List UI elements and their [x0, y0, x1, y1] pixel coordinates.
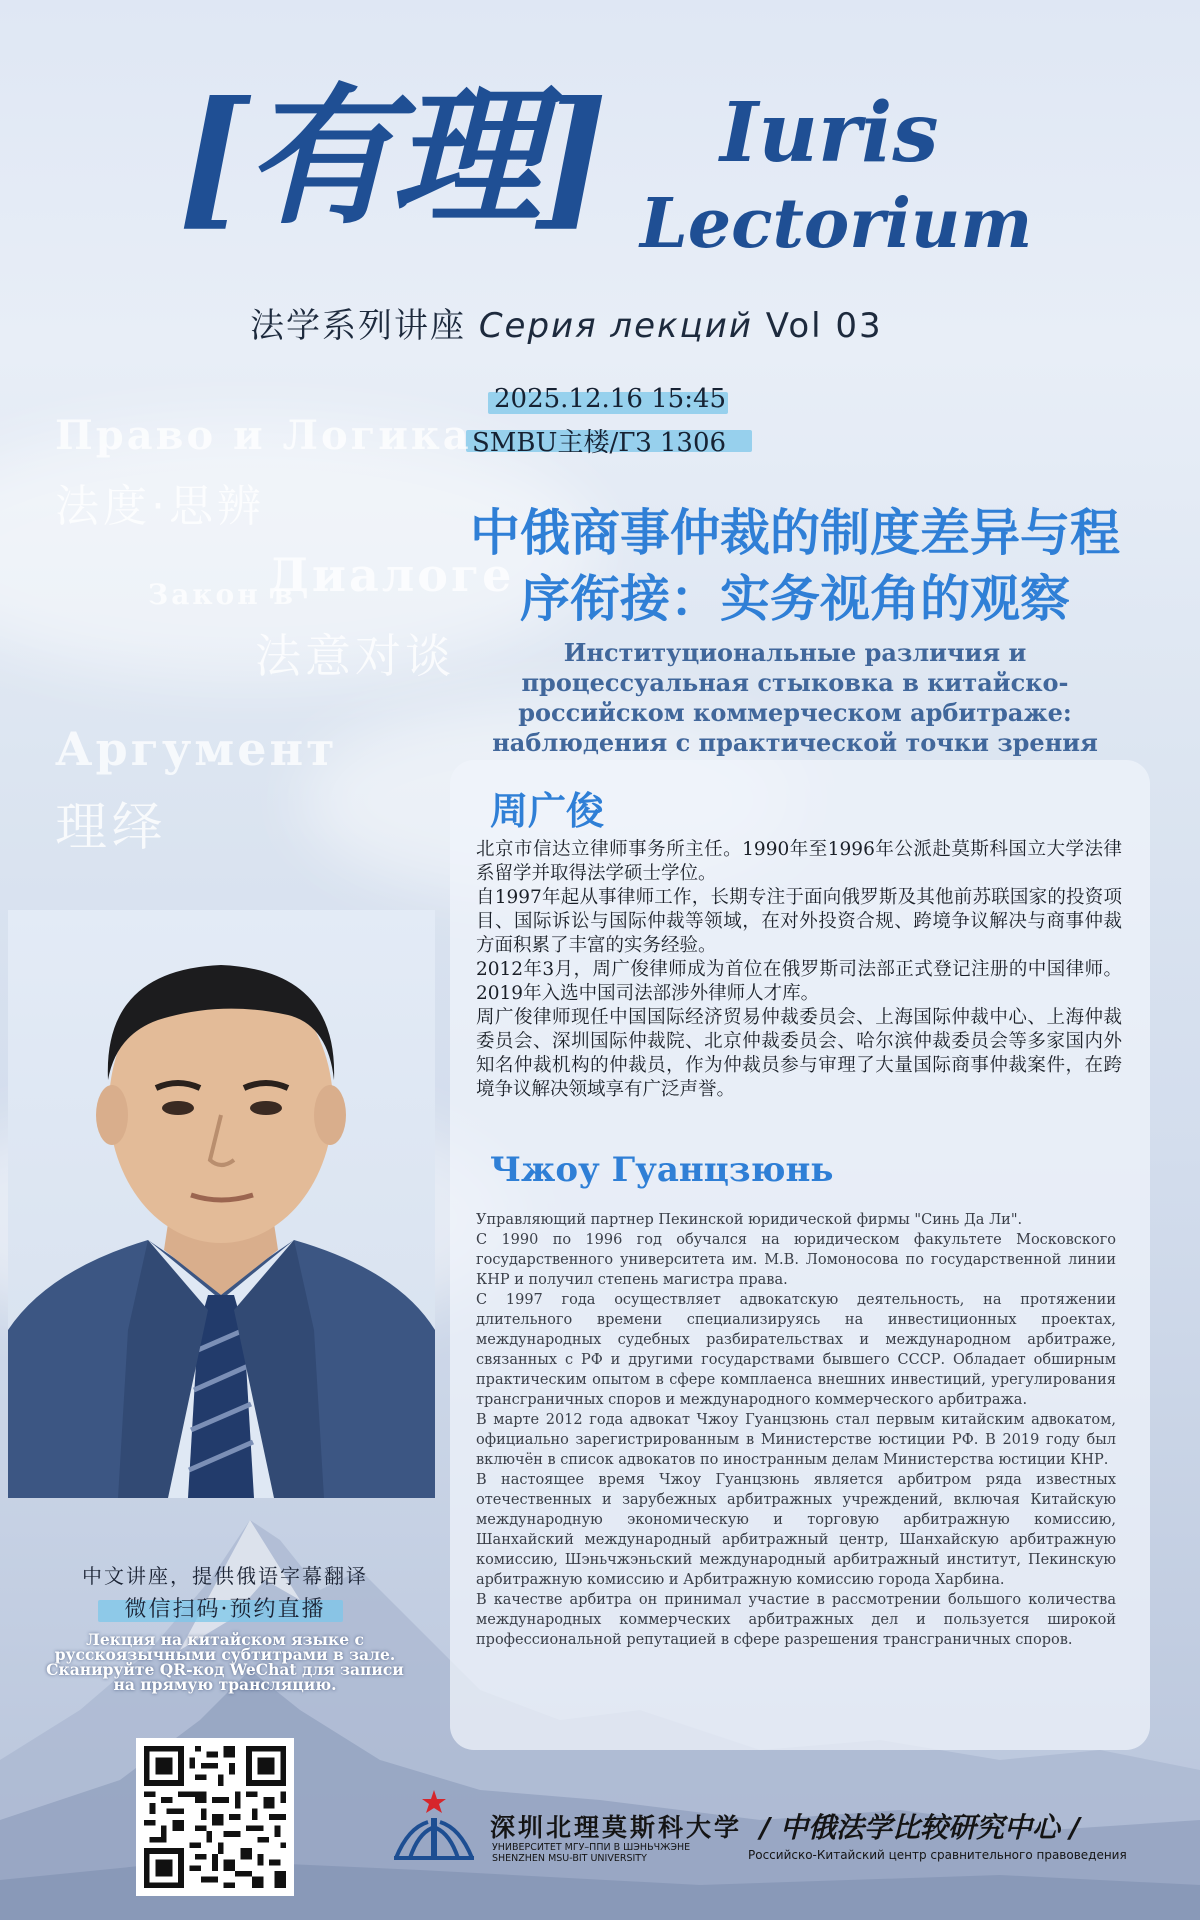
series-ru: Серия лекций	[478, 306, 753, 346]
bio-ru-paragraph: В марте 2012 года адвокат Чжоу Гуанцзюнь стал первым китайским адвокатом, официально зарегистрированным в Министерстве юстиции РФ. В 2019 году был включён в список адвокатов по иностранным делам Министерства юстиции КНР.	[476, 1412, 1116, 1468]
title-latin-line2: Lectorium	[640, 184, 1033, 264]
bio-cn-paragraph: 2012年3月，周广俊律师成为首位在俄罗斯司法部正式登记注册的中国律师。2019年入选中国司法部涉外律师人才库。	[476, 959, 1122, 1004]
bio-ru-paragraph: С 1997 года осуществляет адвокатскую деятельность, на протяжении длительного времени специализируясь на инвестиционных проектах, международных судебных разбирательствах и международном арбитраже, связанных с РФ и другими государствами бывшего СССР. Обладает обширным практическим опытом в сфере комплаенса внешних инвестиций, урегулирования трансграничных споров и международного коммерческого арбитража.	[476, 1292, 1116, 1408]
event-datetime: 2025.12.16 15:45	[494, 384, 727, 414]
title-chinese: [有理]	[178, 69, 604, 245]
note-chinese-lecture: 中文讲座，提供俄语字幕翻译	[82, 1564, 368, 1588]
bio-cn-paragraph: 北京市信达立律师事务所主任。1990年至1996年公派赴莫斯科国立大学法律系留学并取得法学硕士学位。	[476, 839, 1122, 884]
series-subtitle	[250, 298, 883, 347]
watermark-cn-3: 理绎	[55, 798, 168, 858]
portrait-figure	[8, 910, 435, 1498]
watermark-cn-1: 法度·思辨	[55, 481, 265, 532]
bio-ru-paragraph: Управляющий партнер Пекинской юридической фирмы "Синь Да Ли".	[476, 1212, 1023, 1228]
bio-ru-paragraph: В настоящее время Чжоу Гуанцзюнь является арбитром ряда известных отечественных и зарубежных арбитражных учреждений, включая Китайскую международную экономическую и торговую арбитражную комиссию, Шанхайский международный арбитражный центр, Шанхайскую арбитражную комиссию, Шэньчжэньский международный арбитражный институт, Пекинскую арбитражную комиссию и Арбитражную комиссию города Харбина.	[476, 1472, 1116, 1588]
university-logo-icon	[388, 1788, 480, 1864]
event-location: SMBU主楼/ГЗ 1306	[472, 428, 727, 458]
wechat-qr-code[interactable]	[136, 1738, 294, 1896]
bio-cn-paragraph: 自1997年起从事律师工作，长期专注于面向俄罗斯及其他前苏联国家的投资项目、国际诉讼与国际仲裁等领域，在对外投资合规、跨境争议解决与商事仲裁方面积累了丰富的实务经验。	[476, 887, 1122, 956]
note-wechat-scan: 微信扫码·预约直播	[124, 1597, 326, 1622]
note-russian: Лекция на китайском языке с русскоязычными субтитрами в зале. Сканируйте QR-код WeChat для записи на прямую трансляцию.	[46, 1630, 404, 1694]
watermark-ru-3: Аргумент	[55, 722, 338, 776]
research-center-cn: / 中俄法学比较研究中心 /	[760, 1811, 1080, 1844]
speaker-portrait	[8, 910, 435, 1498]
watermark-ru-1: Право и Логика	[55, 412, 472, 459]
speaker-bio-cn	[476, 838, 1122, 1102]
speaker-bio-ru	[476, 1210, 1116, 1650]
watermark-cn-2: 法意对谈	[255, 629, 455, 683]
talk-title-ru: Институциональные различия и процессуальная стыковка в китайско-российском коммерческом арбитраже: наблюдения с практической точки зрения	[492, 638, 1098, 757]
series-cn: 法学系列讲座	[250, 306, 466, 346]
university-name-cn: 深圳北理莫斯科大学	[490, 1813, 743, 1842]
bio-cn-paragraph: 周广俊律师现任中国国际经济贸易仲裁委员会、上海国际仲裁中心、上海仲裁委员会、深圳国际仲裁院、北京仲裁委员会、哈尔滨仲裁委员会等多家国内外知名仲裁机构的仲裁员，作为仲裁员参与审理了大量国际商事仲裁案件，在跨境争议解决领域享有广泛声誉。	[476, 1007, 1122, 1100]
research-center-ru: Российско-Китайский центр сравнительного правоведения	[748, 1848, 1127, 1862]
title-latin-line1: Iuris	[720, 85, 939, 181]
university-name-en: SHENZHEN MSU-BIT UNIVERSITY	[492, 1853, 647, 1864]
bio-ru-paragraph: В качестве арбитра он принимал участие в рассмотрении большого количества международных коммерческих арбитражных дел и пользуется широкой профессиональной репутацией в сфере разрешения трансграничных споров.	[476, 1592, 1116, 1648]
university-name-ru: УНИВЕРСИТЕТ МГУ–ППИ В ШЭНЬЧЖЭНЕ	[492, 1842, 691, 1853]
talk-title-cn: 中俄商事仲裁的制度差异与程序衔接：实务视角的观察	[470, 503, 1120, 628]
watermark-ru-2a: Закон в	[148, 578, 296, 611]
qr-code-icon	[144, 1746, 286, 1888]
watermark-ru-2b: Диалоге	[268, 548, 515, 602]
series-vol: Vol 03	[765, 306, 883, 346]
bio-ru-paragraph: С 1990 по 1996 год обучался на юридическом факультете Московского государственного университета им. М.В. Ломоносова по государственной линии КНР и получил степень магистра права.	[476, 1232, 1116, 1288]
speaker-name-cn: 周广俊	[490, 788, 605, 833]
speaker-name-ru: Чжоу Гуанцзюнь	[490, 1150, 834, 1190]
